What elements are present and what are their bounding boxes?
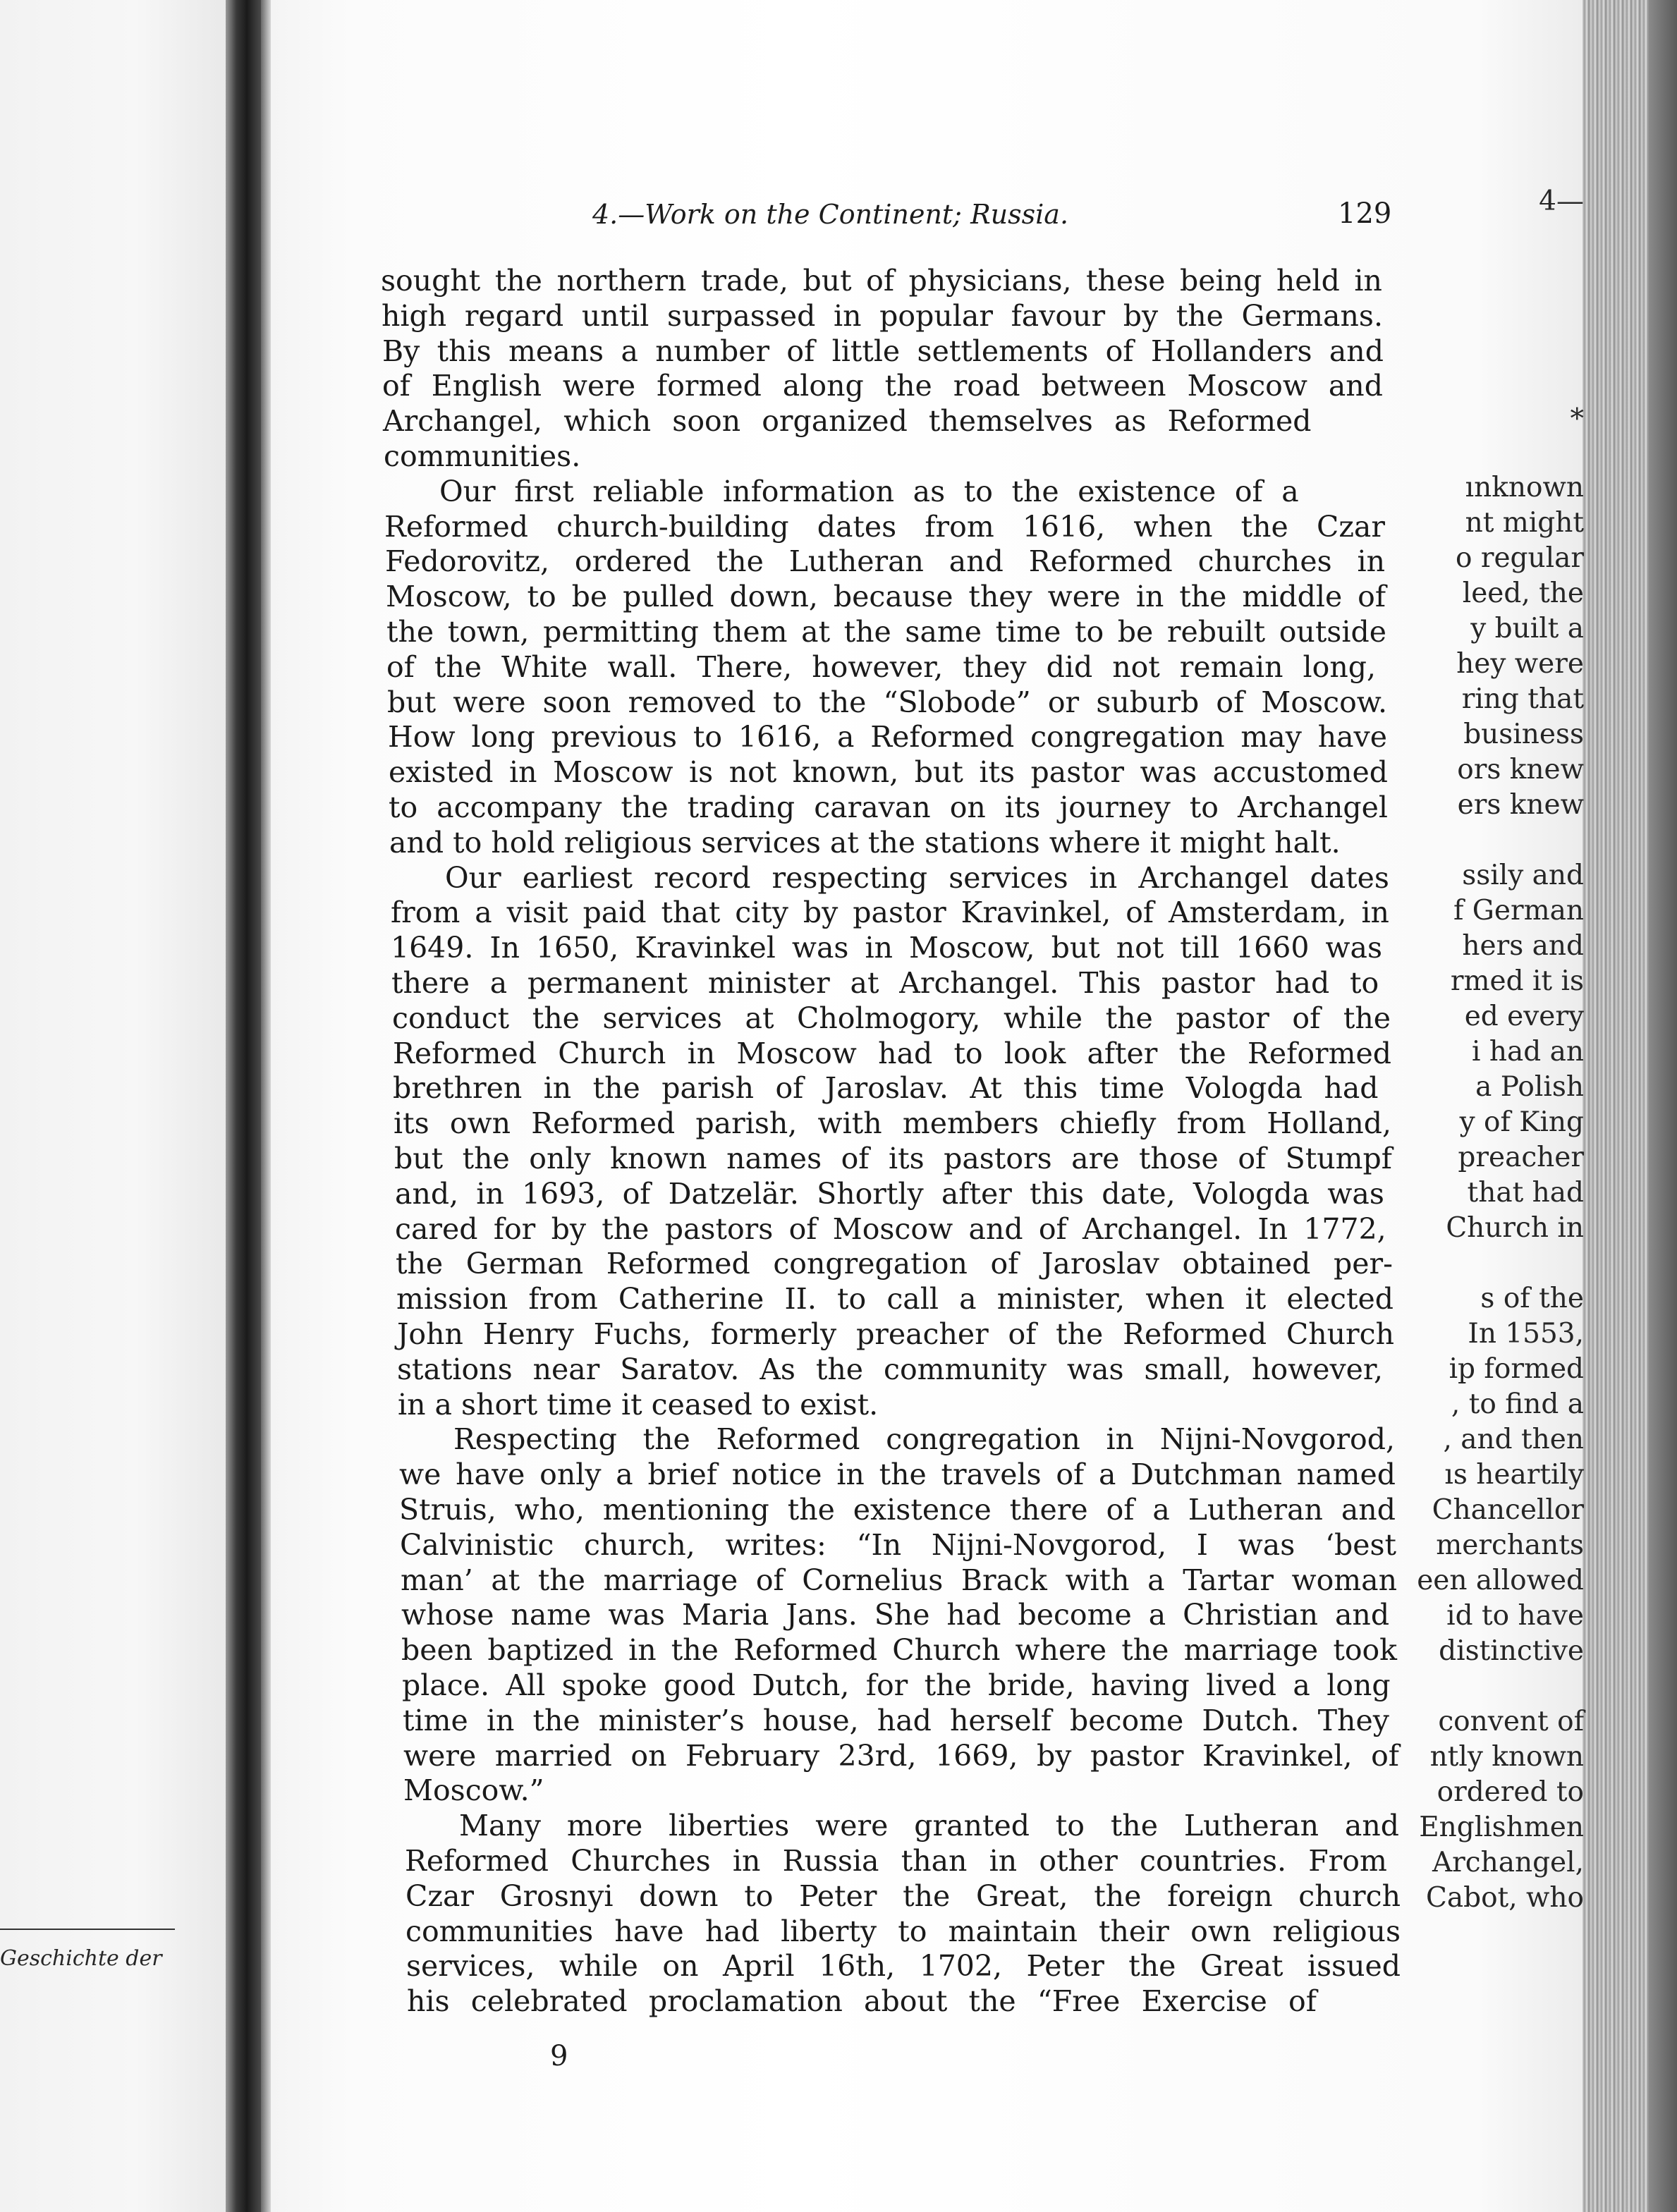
body-line: to accompany the trading caravan on its journey to Archangel: [389, 790, 1389, 824]
left-page-line: ordered to: [1437, 1776, 1584, 1808]
left-page-line: Englishmen: [1419, 1811, 1584, 1843]
body-line: stations near Saratov. As the community was small, however,: [397, 1352, 1384, 1386]
body-line: the German Reformed congregation of Jaroslav obtained per-: [396, 1247, 1393, 1281]
body-line: whose name was Maria Jans. She had become a Christian and: [401, 1598, 1390, 1632]
body-line: Czar Grosnyi down to Peter the Great, the foreign church: [405, 1879, 1401, 1913]
left-page-line: In 1553,: [1468, 1318, 1584, 1350]
body-line: Archangel, which soon organized themselves as Reformed: [383, 404, 1312, 438]
body-line: Reformed church-building dates from 1616, when the Czar: [384, 510, 1385, 544]
body-line: 1649. In 1650, Kravinkel was in Moscow, but not till 1660 was: [391, 931, 1382, 965]
body-line: there a permanent minister at Archangel. This pastor had to: [391, 966, 1379, 1000]
body-line: Our earliest record respecting services in Archangel dates: [445, 861, 1389, 895]
body-line: Respecting the Reformed congregation in Nijni-Novgorod,: [453, 1422, 1396, 1456]
left-page-line: o regular: [1455, 542, 1584, 574]
body-line: By this means a number of little settlements of Hollanders and: [382, 334, 1384, 368]
left-page-line: ors knew: [1457, 754, 1584, 786]
body-line: communities.: [384, 439, 581, 473]
body-line: communities have had liberty to maintain their own religious: [405, 1914, 1401, 1948]
left-page-line: a Polish: [1475, 1071, 1584, 1103]
page-fore-edge: [1583, 0, 1677, 2212]
left-page-line: f German: [1453, 895, 1584, 927]
signature-mark: 9: [550, 2040, 568, 2072]
left-page-line: convent of: [1438, 1706, 1584, 1737]
left-facing-page: [0, 0, 226, 2212]
left-page-line: id to have: [1446, 1600, 1584, 1632]
left-page-line: , to find a: [1451, 1388, 1584, 1420]
body-line: but were soon removed to the “Slobode” or suburb of Moscow.: [387, 685, 1388, 719]
book-gutter: [226, 0, 261, 2212]
body-line: Moscow.”: [403, 1773, 544, 1807]
left-footnote-rule: [0, 1929, 175, 1930]
left-page-line: ed every: [1464, 1001, 1584, 1032]
body-line: in a short time it ceased to exist.: [398, 1388, 879, 1422]
body-line: been baptized in the Reformed Church where the marriage took: [401, 1633, 1398, 1667]
left-page-line: Church in: [1446, 1212, 1584, 1244]
left-page-line: 4—: [1539, 185, 1584, 217]
left-page-line: leed, the: [1462, 578, 1584, 609]
body-line: Moscow, to be pulled down, because they were in the middle of: [386, 580, 1386, 613]
body-line: cared for by the pastors of Moscow and of Archangel. In 1772,: [395, 1212, 1386, 1246]
left-page-line: business: [1463, 719, 1584, 750]
left-page-line: ınknown: [1465, 472, 1584, 503]
running-head: 4.—Work on the Continent; Russia.: [592, 199, 1069, 230]
left-page-line: ssily and: [1462, 860, 1584, 891]
body-line: conduct the services at Cholmogory, while the pastor of the: [392, 1001, 1391, 1035]
left-footnote: Geschichte der: [0, 1946, 162, 1971]
body-line: were married on February 23rd, 1669, by pastor Kravinkel, of: [403, 1739, 1399, 1773]
left-page-line: y of King: [1459, 1106, 1584, 1138]
body-line: the town, permitting them at the same time to be rebuilt outside: [386, 615, 1386, 649]
gutter-shadow: [261, 0, 271, 2212]
left-page-line: y built a: [1470, 613, 1584, 644]
left-page-line: hey were: [1456, 648, 1584, 680]
body-line: of English were formed along the road between Moscow and: [382, 369, 1383, 403]
body-line: and to hold religious services at the stations where it might halt.: [389, 826, 1341, 860]
left-page-line: ıs heartily: [1444, 1459, 1584, 1491]
body-line: Reformed Churches in Russia than in other countries. From: [405, 1844, 1387, 1878]
body-line: man’ at the marriage of Cornelius Brack with a Tartar woman: [401, 1563, 1398, 1597]
left-page-line: Cabot, who: [1426, 1882, 1584, 1914]
body-line: Fedorovitz, ordered the Lutheran and Reformed churches in: [385, 544, 1386, 578]
body-line: of the White wall. There, however, they did not remain long,: [386, 650, 1377, 684]
body-line: How long previous to 1616, a Reformed congregation may have: [388, 720, 1387, 754]
body-line: Many more liberties were granted to the Lutheran and: [459, 1809, 1399, 1843]
left-page-line: Chancellor: [1432, 1494, 1584, 1526]
left-page-line: distinctive: [1439, 1635, 1584, 1667]
left-page-line: een allowed: [1417, 1565, 1584, 1596]
left-page-line: merchants: [1436, 1529, 1584, 1561]
body-line: and, in 1693, of Datzelär. Shortly after this date, Vologda was: [395, 1177, 1384, 1211]
body-line: brethren in the parish of Jaroslav. At this time Vologda had: [393, 1071, 1379, 1105]
left-page-line: *: [1570, 403, 1584, 435]
body-line: time in the minister’s house, had herself become Dutch. They: [403, 1704, 1389, 1737]
body-line: high regard until surpassed in popular favour by the Germans.: [382, 299, 1383, 333]
body-line: its own Reformed parish, with members chiefly from Holland,: [394, 1106, 1392, 1140]
body-line: existed in Moscow is not known, but its pastor was accustomed: [389, 755, 1388, 789]
left-page-line: preacher: [1458, 1142, 1584, 1173]
body-line: place. All spoke good Dutch, for the bride, having lived a long: [402, 1668, 1391, 1702]
left-page-line: , and then: [1443, 1424, 1584, 1455]
body-line: mission from Catherine II. to call a minister, when it elected: [396, 1282, 1394, 1316]
body-line: but the only known names of its pastors are those of Stumpf: [394, 1142, 1392, 1175]
body-line: services, while on April 16th, 1702, Peter the Great issued: [406, 1949, 1401, 1983]
left-page-line: hers and: [1462, 930, 1584, 962]
left-page-line: ers knew: [1457, 789, 1584, 821]
body-line: from a visit paid that city by pastor Kravinkel, of Amsterdam, in: [391, 896, 1389, 929]
body-line: Reformed Church in Moscow had to look after the Reformed: [393, 1037, 1392, 1070]
left-page-line: rmed it is: [1450, 965, 1584, 997]
left-page-line: nt might: [1465, 507, 1584, 539]
left-page-line: that had: [1467, 1177, 1584, 1209]
left-page-line: ring that: [1461, 683, 1584, 715]
left-page-line: s of the: [1480, 1283, 1584, 1314]
body-line: we have only a brief notice in the travels of a Dutchman named: [399, 1458, 1396, 1491]
body-line: his celebrated proclamation about the “Free Exercise of: [407, 1984, 1317, 2018]
body-line: Calvinistic church, writes: “In Nijni-Novgorod, I was ‘best: [400, 1528, 1397, 1562]
page-number: 129: [1338, 197, 1392, 230]
body-line: Struis, who, mentioning the existence there of a Lutheran and: [399, 1493, 1396, 1527]
body-line: John Henry Fuchs, formerly preacher of the Reformed Church: [397, 1317, 1394, 1351]
body-line: Our first reliable information as to the existence of a: [439, 475, 1299, 508]
body-line: sought the northern trade, but of physicians, these being held in: [381, 264, 1382, 298]
left-page-line: ip formed: [1449, 1353, 1584, 1385]
left-page-line: ntly known: [1429, 1741, 1584, 1773]
left-page-line: i had an: [1472, 1036, 1584, 1068]
left-page-line: Archangel,: [1432, 1847, 1584, 1878]
